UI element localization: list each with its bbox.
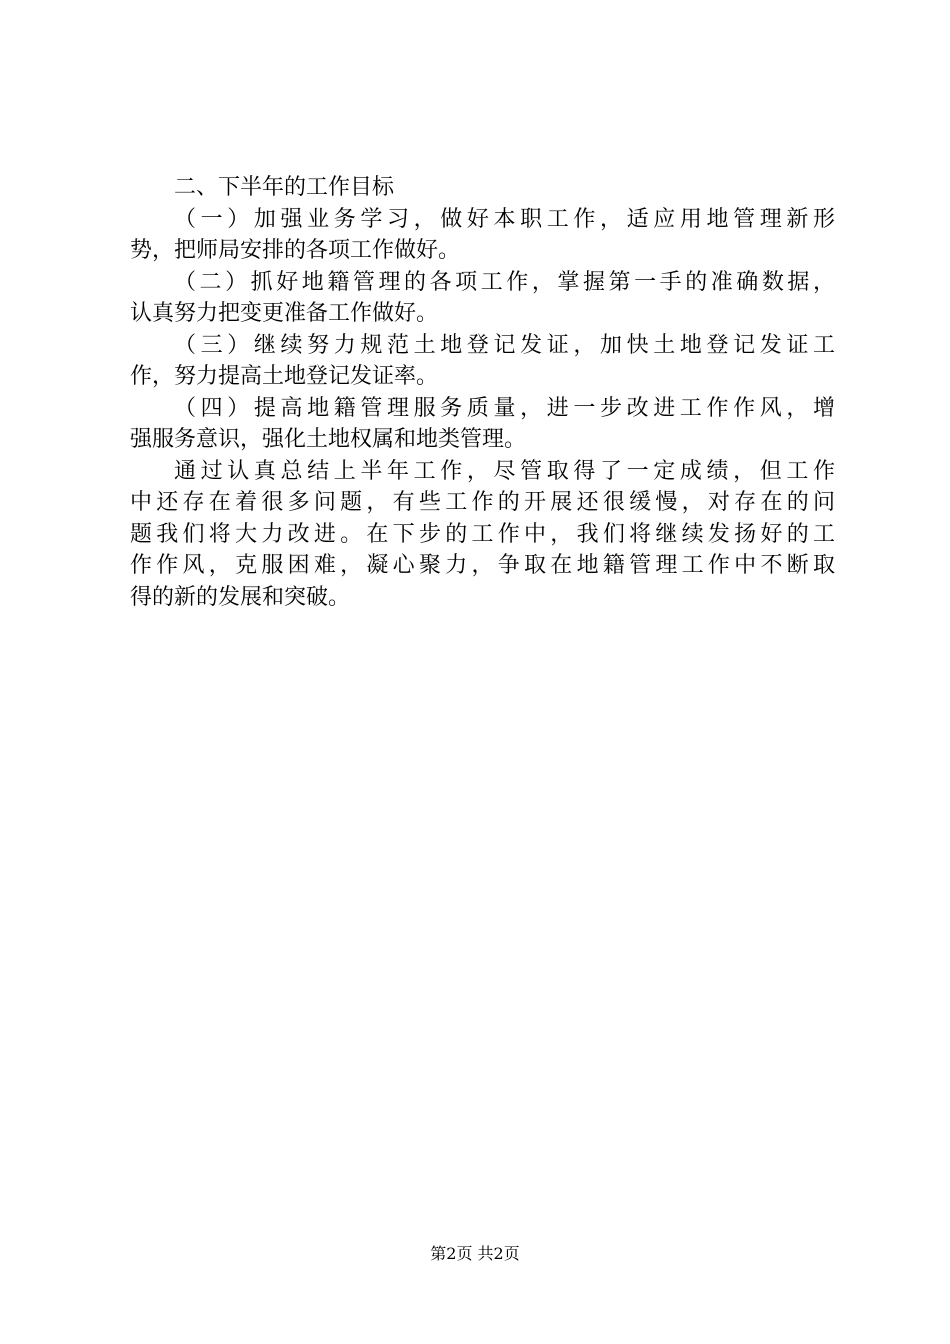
paragraph-1-line-2: 势，把师局安排的各项工作做好。 <box>130 238 461 263</box>
paragraph-5-line-4: 作作风，克服困难，凝心聚力，争取在地籍管理工作中不断取 <box>130 553 835 578</box>
paragraph-4-line-2: 强服务意识，强化土地权属和地类管理。 <box>130 427 527 452</box>
paragraph-4-line-1: （四）提高地籍管理服务质量，进一步改进工作作风，增 <box>174 395 835 421</box>
paragraph-5-line-5: 得的新的发展和突破。 <box>130 584 351 610</box>
paragraph-1-line-1: （一）加强业务学习，做好本职工作，适应用地管理新形 <box>174 206 835 232</box>
paragraph-5-line-2: 中还存在着很多问题，有些工作的开展还很缓慢，对存在的问 <box>130 490 835 515</box>
paragraph-5-line-1: 通过认真总结上半年工作，尽管取得了一定成绩，但工作 <box>174 458 835 484</box>
section-heading: 二、下半年的工作目标 <box>174 175 395 200</box>
paragraph-3-line-2: 作，努力提高土地登记发证率。 <box>130 364 439 389</box>
document-body <box>130 172 835 613</box>
page-footer: 第2页 共2页 <box>430 1244 520 1263</box>
paragraph-2-line-2: 认真努力把变更准备工作做好。 <box>130 301 439 326</box>
paragraph-3-line-1: （三）继续努力规范土地登记发证，加快土地登记发证工 <box>174 332 835 358</box>
paragraph-2-line-1: （二）抓好地籍管理的各项工作，掌握第一手的准确数据， <box>174 269 835 295</box>
paragraph-5-line-3: 题我们将大力改进。在下步的工作中，我们将继续发扬好的工 <box>130 521 835 547</box>
